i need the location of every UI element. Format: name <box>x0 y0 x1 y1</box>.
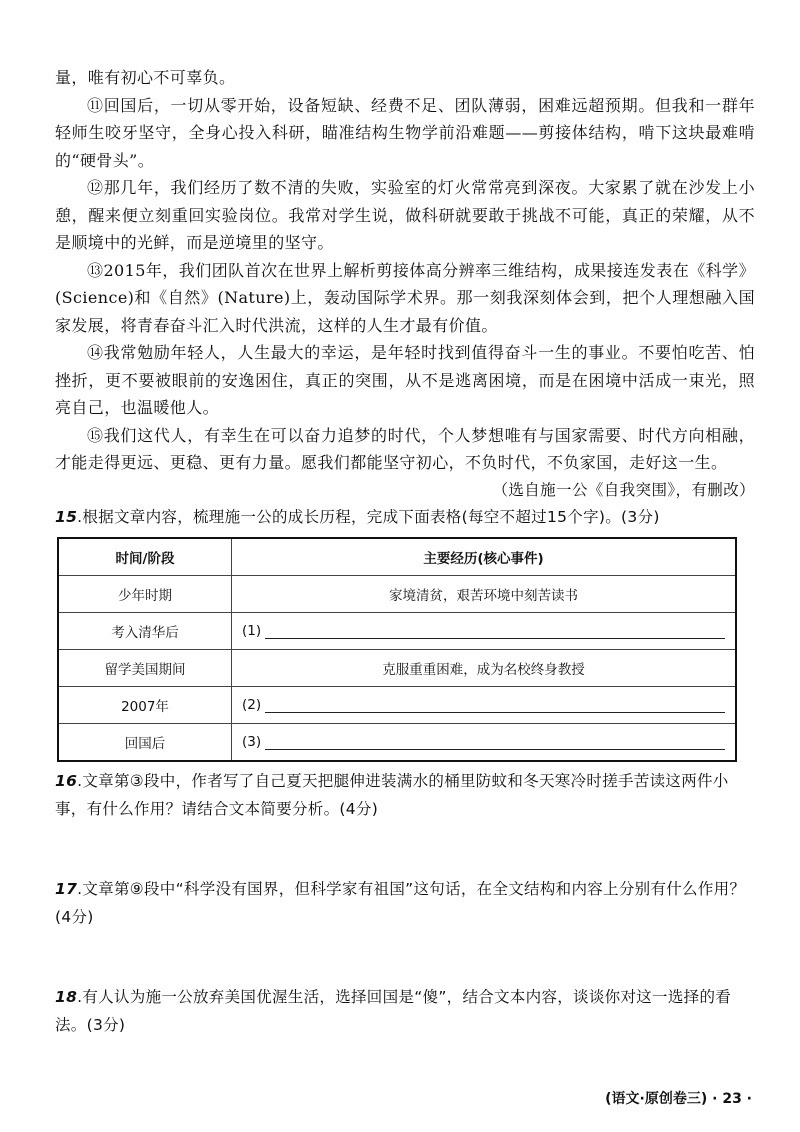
question-text: .文章第⑨段中“科学没有国界，但科学家有祖国”这句话，在全文结构和内容上分别有什么作用？(4分) <box>55 880 746 926</box>
table-cell-stage: 少年时期 <box>58 576 232 613</box>
table-cell-event: 克服重重困难，成为名校终身教授 <box>232 650 737 687</box>
question-16 <box>55 768 755 823</box>
table-cell-stage: 留学美国期间 <box>58 650 232 687</box>
answer-blank-3[interactable] <box>232 724 737 762</box>
table-row <box>58 650 736 687</box>
question-number: 18 <box>55 988 78 1006</box>
blank-line <box>265 624 725 639</box>
question-number: 17 <box>55 880 78 898</box>
table-cell-stage: 2007年 <box>58 687 232 724</box>
paragraph-13: ⑬2015年，我们团队首次在世界上解析剪接体高分辨率三维结构，成果接连发表在《科学》(Science)和《自然》(Nature)上，轰动国际学术界。那一刻我深刻体会到，把个人理想融入国家发展，将青春奋斗汇入时代洪流，这样的人生才最有价值。 <box>55 260 755 335</box>
source-note: （选自施一公《自我突围》，有删改） <box>492 480 755 499</box>
blank-label: (1) <box>242 623 262 639</box>
question-18 <box>55 984 755 1039</box>
question-17 <box>55 876 755 931</box>
paragraph-12: ⑫那几年，我们经历了数不清的失败，实验室的灯火常常亮到深夜。大家累了就在沙发上小憩，醒来便立刻重回实验岗位。我常对学生说，做科研就要敢于挑战不可能，真正的荣耀，从不是顺境中的光鲜，而是逆境里的坚守。 <box>55 178 755 252</box>
question-text: .文章第③段中，作者写了自己夏天把腿伸进装满水的桶里防蚊和冬天寒冷时搓手苦读这两件小事，有什么作用？请结合文本简要分析。(4分) <box>55 772 729 818</box>
answer-space-18[interactable] <box>55 1039 755 1079</box>
answer-blank-1[interactable] <box>232 613 737 650</box>
answer-space-16[interactable] <box>55 823 755 876</box>
table-row <box>58 687 736 724</box>
table-cell-stage: 回国后 <box>58 724 232 762</box>
paragraph-15: ⑮我们这代人，有幸生在可以奋力追梦的时代，个人梦想唯有与国家需要、时代方向相融，才能走得更远、更稳、更有力量。愿我们都能坚守初心，不负时代，不负家国，走好这一生。 <box>55 425 755 472</box>
table-row <box>58 613 736 650</box>
question-number: 16 <box>55 772 78 790</box>
blank-line <box>265 735 725 750</box>
blank-label: (2) <box>242 697 262 713</box>
table-cell-event: 家境清贫，艰苦环境中刻苦读书 <box>232 576 737 613</box>
question-15 <box>55 504 755 532</box>
question-text: .有人认为施一公放弃美国优渥生活，选择回国是“傻”，结合文本内容，谈谈你对这一选择的看法。(3分) <box>55 988 732 1034</box>
growth-table <box>57 537 737 762</box>
question-text: .根据文章内容，梳理施一公的成长历程，完成下面表格(每空不超过15个字)。(3分) <box>77 507 660 526</box>
blank-label: (3) <box>242 734 262 750</box>
page-content <box>55 64 755 1079</box>
table-header-stage: 时间/阶段 <box>58 538 232 576</box>
answer-space-17[interactable] <box>55 931 755 984</box>
table-row <box>58 576 736 613</box>
table-header-event: 主要经历(核心事件) <box>232 538 737 576</box>
paragraph-11: ⑪回国后，一切从零开始，设备短缺、经费不足、团队薄弱，困难远超预期。但我和一群年轻师生咬牙坚守，全身心投入科研，瞄准结构生物学前沿难题——剪接体结构，啃下这块最难啃的“硬骨头”。 <box>55 95 755 170</box>
blank-line <box>265 698 725 713</box>
table-cell-stage: 考入清华后 <box>58 613 232 650</box>
answer-blank-2[interactable] <box>232 687 737 724</box>
paragraph-14: ⑭我常勉励年轻人，人生最大的幸运，是年轻时找到值得奋斗一生的事业。不要怕吃苦、怕挫折，更不要被眼前的安逸困住，真正的突围，从不是逃离困境，而是在困境中活成一束光，照亮自己，也温暖他人。 <box>55 343 755 417</box>
paragraph-continuation: 量，唯有初心不可辜负。 <box>55 68 236 87</box>
table-header-row <box>58 538 736 576</box>
page-footer: (语文·原创卷三) · 23 · <box>605 1091 752 1107</box>
table-row <box>58 724 736 762</box>
question-number: 15 <box>55 507 78 526</box>
